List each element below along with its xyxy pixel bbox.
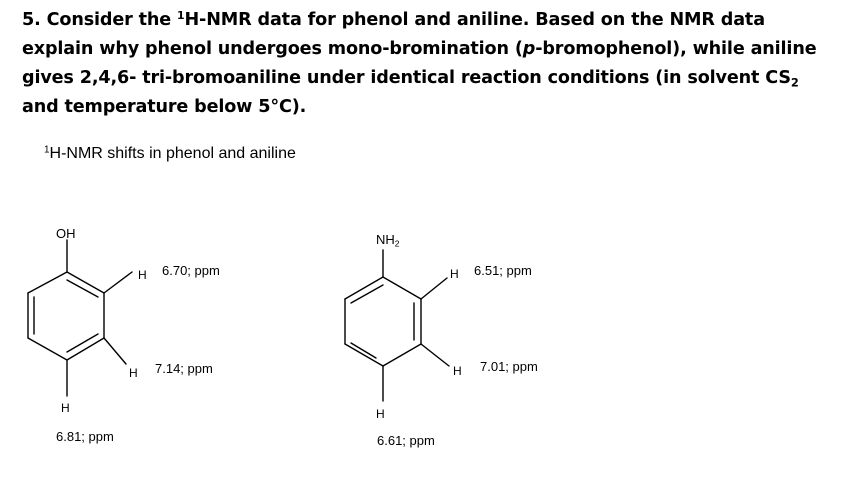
phenol-h-ortho: H [138,268,147,282]
double-bond [351,285,383,303]
phenol-shift-para: 6.81; ppm [56,429,114,444]
phenol-h-meta: H [129,366,138,380]
aniline-shift-meta: 7.01; ppm [480,359,538,374]
aniline-nh2-label [376,232,399,247]
subheading-text: H-NMR shifts in phenol and aniline [49,145,296,162]
ring-bond [383,277,421,299]
aniline-shift-para: 6.61; ppm [377,433,435,448]
question-part: -bromophenol), while aniline gives 2,4,6- tri-bromoaniline under identical reaction conditions (in solvent CS [22,39,817,88]
superscript-one: 1 [44,144,50,156]
superscript-one: 1 [177,9,185,22]
question-number: 5. [22,10,41,30]
question-part: Consider the [46,10,178,30]
aniline-shift-ortho: 6.51; ppm [474,263,532,278]
h-bond-meta [421,344,449,366]
ring-bond [383,344,421,366]
phenol-h-para: H [61,401,70,415]
aniline-h-para: H [376,407,385,421]
aniline-h-meta: H [453,364,462,378]
aniline-h-ortho: H [450,267,459,281]
phenol-shift-ortho: 6.70; ppm [162,263,220,278]
ring-bond [345,344,383,366]
nh-text: NH [376,232,395,247]
nh2-subscript: 2 [394,238,400,249]
phenol-oh-label: OH [56,226,76,241]
h-bond-ortho [421,278,447,299]
question-part: and temperature below 5°C). [22,97,307,117]
question-part: H-NMR data for phenol and aniline. Based on the NMR data explain why phenol undergoes mono-bromination ( [22,10,765,59]
phenol-shift-meta: 7.14; ppm [155,361,213,376]
double-bond [351,343,376,358]
italic-p: p [522,39,536,59]
subscript-two: 2 [790,75,799,90]
